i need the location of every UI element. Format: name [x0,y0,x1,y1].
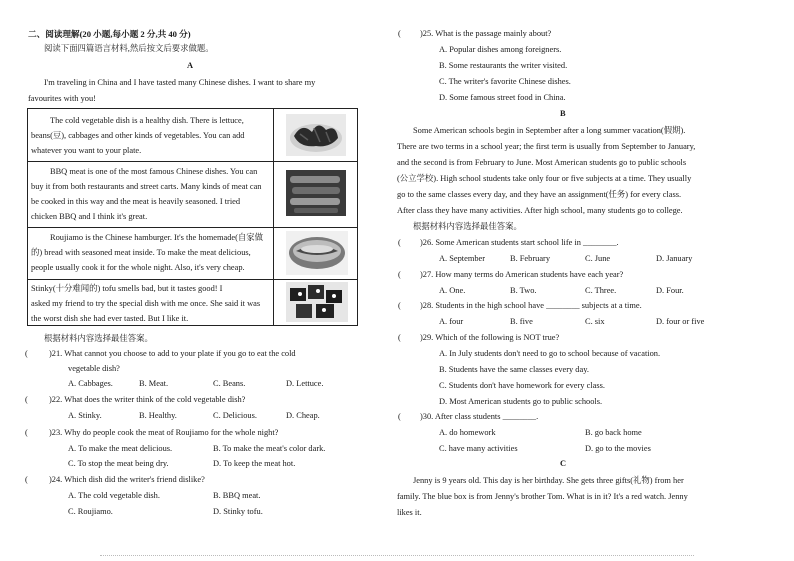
q21-stem: )21. What cannot you choose to add to your plate if you go to eat the cold [49,349,296,358]
q28-paren: ( [398,301,401,310]
passage-a-intro-line-1: I'm traveling in China and I have tasted many Chinese dishes. I want to share my [44,78,316,87]
q28-stem: )28. Students in the high school have ________ subjects at a time. [420,301,642,310]
q28-option-d[interactable]: D. four or five [656,317,705,326]
q21-option-b[interactable]: B. Meat. [139,379,169,388]
q29-option-c[interactable]: C. Students don't have homework for every class. [439,381,605,390]
passage-b-label: B [560,109,566,118]
q22-stem: )22. What does the writer think of the cold vegetable dish? [49,395,246,404]
q22-option-b[interactable]: B. Healthy. [139,411,177,420]
q24-paren: ( [25,475,28,484]
passage-c-line: Jenny is 9 years old. This day is her birthday. She gets three gifts(礼物) from her [413,476,684,485]
q23-option-c[interactable]: C. To stop the meat being dry. [68,459,169,468]
q27-option-c[interactable]: C. Three. [585,286,617,295]
passage-a-label: A [187,61,194,70]
row-line: buy it from both restaurants and street carts. Many kinds of meat can [31,182,262,191]
q26-option-d[interactable]: D. January [656,254,693,263]
passage-c-line: likes it. [397,508,422,517]
q23-paren: ( [25,428,28,437]
row-line: BBQ meat is one of the most famous Chinese dishes. You can [50,167,258,176]
row-line: the worst dish she had ever tasted. But I like it. [31,314,189,323]
q24-option-d[interactable]: D. Stinky tofu. [213,507,263,516]
q22-option-a[interactable]: A. Stinky. [68,411,102,420]
q21-option-d[interactable]: D. Lettuce. [286,379,324,388]
passage-c-line: family. The blue box is from Jenny's brother Tom. What is in it? It's a red watch. Jenny [397,492,688,501]
row-line: chicken BBQ and I think it's great. [31,212,148,221]
passage-b-line: After class they have many activities. After high school, many students go to college. [397,206,683,215]
q24-option-a[interactable]: A. The cold vegetable dish. [68,491,160,500]
q29-option-b[interactable]: B. Students have the same classes every day. [439,365,589,374]
q30-option-a[interactable]: A. do homework [439,428,496,437]
table-row [28,227,357,280]
passage-c-label: C [560,459,567,468]
stinky-tofu-image [286,282,348,322]
row-line: Stinky(十分难闻的) tofu smells bad, but it tastes good! I [31,284,223,293]
row-text [28,109,274,161]
q25-stem: )25. What is the passage mainly about? [420,29,552,38]
row-line: The cold vegetable dish is a healthy dish. There is lettuce, [50,116,244,125]
q23-option-a[interactable]: A. To make the meat delicious. [68,444,173,453]
q27-paren: ( [398,270,401,279]
q30-paren: ( [398,412,401,421]
instruction: 阅读下面四篇语言材料,然后按文后要求做题。 [44,44,214,53]
q29-paren: ( [398,333,401,342]
q27-stem: )27. How many terms do American students have each year? [420,270,624,279]
q22-paren: ( [25,395,28,404]
passage-b-task: 根据材料内容选择最佳答案。 [413,222,522,231]
table-row [28,109,357,162]
passage-a-task: 根据材料内容选择最佳答案。 [44,334,153,343]
row-line: asked my friend to try the special dish with me once. She said it was [31,299,261,308]
page-bottom-divider [100,555,694,556]
q28-option-b[interactable]: B. five [510,317,533,326]
q23-option-b[interactable]: B. To make the meat's color dark. [213,444,326,453]
row-line: beans(豆), cabbages and other kinds of vegetables. You can add [31,131,245,140]
passage-b-line: Some American schools begin in September after a long summer vacation(假期). [413,126,686,135]
q26-option-b[interactable]: B. February [510,254,551,263]
row-line: whatever you want to your plate. [31,146,142,155]
cold-vegetable-dish-image [286,114,346,156]
q25-paren: ( [398,29,401,38]
row-text [28,227,274,279]
q25-option-b[interactable]: B. Some restaurants the writer visited. [439,61,568,70]
q30-option-c[interactable]: C. have many activities [439,444,518,453]
q26-paren: ( [398,238,401,247]
q29-option-a[interactable]: A. In July students don't need to go to school because of vacation. [439,349,661,358]
row-text [28,279,274,325]
row-line: people usually cook it for the whole night. Also, it's very cheap. [31,263,245,272]
bbq-meat-image [286,170,346,216]
row-line: 的) bread with seasoned meat inside. To make the meat delicious, [31,248,251,257]
roujiamo-image [286,231,348,275]
table-row [28,161,357,228]
q24-option-b[interactable]: B. BBQ meat. [213,491,261,500]
q21-option-a[interactable]: A. Cabbages. [68,379,113,388]
q30-stem: )30. After class students ________. [420,412,539,421]
q27-option-a[interactable]: A. One. [439,286,466,295]
q26-option-a[interactable]: A. September [439,254,486,263]
q21-option-c[interactable]: C. Beans. [213,379,246,388]
passage-b-line: go to the same classes every day, and they have an assignment(任务) for every class. [397,190,682,199]
section-header: 二、阅读理解(20 小题,每小题 2 分,共 40 分) [28,29,191,39]
q21-paren: ( [25,349,28,358]
q30-option-d[interactable]: D. go to the movies [585,444,651,453]
q29-option-d[interactable]: D. Most American students go to public schools. [439,397,603,406]
row-text [28,161,274,227]
q25-option-c[interactable]: C. The writer's favorite Chinese dishes. [439,77,571,86]
q27-option-b[interactable]: B. Two. [510,286,537,295]
passage-a-intro-line-2: favourites with you! [28,94,96,103]
q25-option-a[interactable]: A. Popular dishes among foreigners. [439,45,562,54]
q23-option-d[interactable]: D. To keep the meat hot. [213,459,296,468]
q28-option-a[interactable]: A. four [439,317,464,326]
q25-option-d[interactable]: D. Some famous street food in China. [439,93,566,102]
q23-stem: )23. Why do people cook the meat of Roujiamo for the whole night? [49,428,279,437]
q26-stem: )26. Some American students start school life in ________. [420,238,619,247]
row-line: Roujiamo is the Chinese hamburger. It's the homemade(自家做 [50,233,264,242]
table-row [28,279,357,325]
row-line: be cooked in this way and the meat is heavily seasoned. I tried [31,197,241,206]
passage-b-line: (公立学校). High school students take only four or five subjects at a time. They usually [397,174,692,183]
q22-option-c[interactable]: C. Delicious. [213,411,257,420]
q26-option-c[interactable]: C. June [585,254,611,263]
q28-option-c[interactable]: C. six [585,317,605,326]
passage-b-line: There are two terms in a school year; the first term is usually from September to January, [397,142,696,151]
q29-stem: )29. Which of the following is NOT true? [420,333,560,342]
q27-option-d[interactable]: D. Four. [656,286,684,295]
passage-b-line: and the second is from February to June. Most American students go to public schools [397,158,687,167]
q30-option-b[interactable]: B. go back home [585,428,642,437]
q24-option-c[interactable]: C. Roujiamo. [68,507,113,516]
dish-table [27,108,358,326]
q24-stem: )24. Which dish did the writer's friend dislike? [49,475,205,484]
q21-stem-cont: vegetable dish? [68,364,120,373]
q22-option-d[interactable]: D. Cheap. [286,411,320,420]
